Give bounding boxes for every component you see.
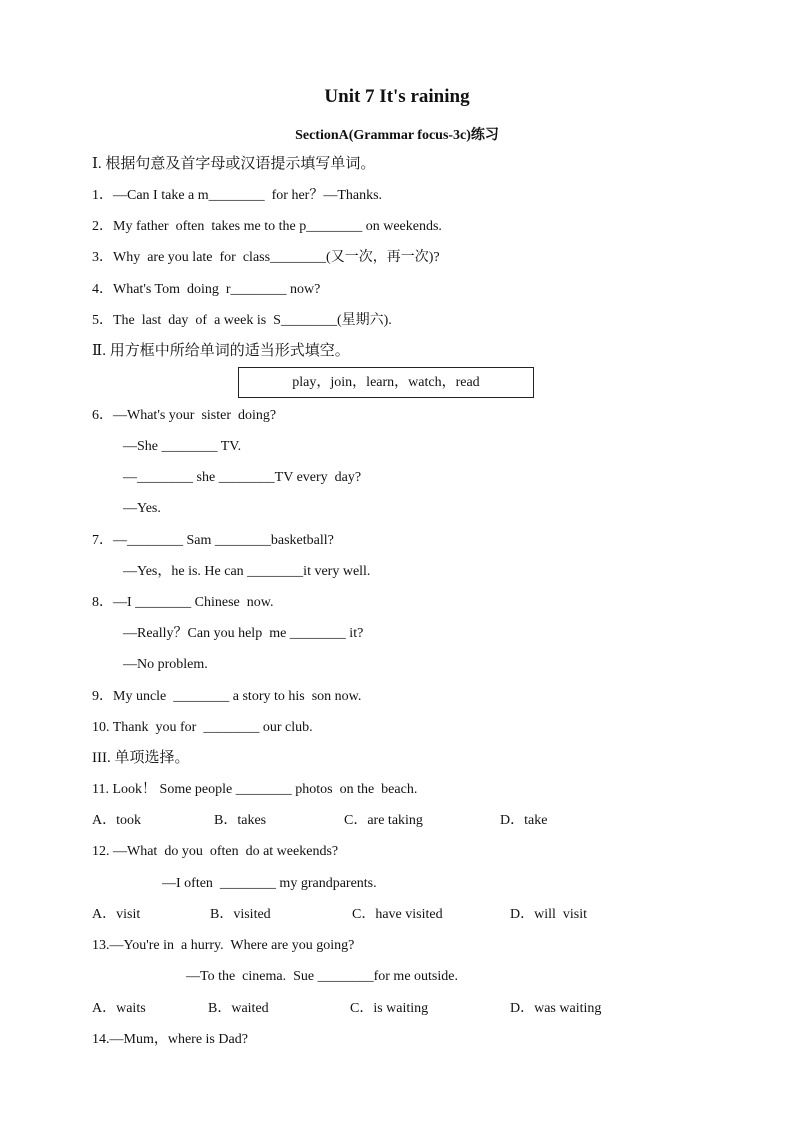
question-11: 11. Look！ Some people ________ photos on the beach. bbox=[92, 782, 418, 797]
q13-option-c: C．is waiting bbox=[350, 1001, 429, 1016]
section-3-heading: III. 单项选择。 bbox=[92, 750, 190, 766]
word-box: play，join，learn，watch，read bbox=[238, 367, 534, 398]
question-8: 8．—I ________ Chinese now. bbox=[92, 595, 274, 610]
question-9: 9．My uncle ________ a story to his son now. bbox=[92, 689, 362, 704]
section-1-heading: Ⅰ. 根据句意及首字母或汉语提示填写单词。 bbox=[92, 156, 376, 172]
question-6-line-2: —She ________ TV. bbox=[123, 439, 242, 454]
question-1: 1．—Can I take a m________ for her？—Thanks. bbox=[92, 188, 383, 203]
question-6-line-4: —Yes. bbox=[123, 501, 161, 516]
q12-option-c: C．have visited bbox=[352, 907, 443, 922]
worksheet-title: Unit 7 It's raining bbox=[324, 86, 470, 107]
q13-option-d: D．was waiting bbox=[510, 1001, 602, 1016]
q12-option-d: D．will visit bbox=[510, 907, 588, 922]
question-8-line-2: —Really？Can you help me ________ it? bbox=[123, 626, 364, 641]
q13-option-b: B．waited bbox=[208, 1001, 269, 1016]
question-6-line-3: —________ she ________TV every day? bbox=[123, 470, 362, 485]
section-2-heading: Ⅱ. 用方框中所给单词的适当形式填空。 bbox=[92, 343, 350, 359]
question-4: 4．What's Tom doing r________ now? bbox=[92, 282, 321, 297]
q12-option-a: A．visit bbox=[92, 907, 141, 922]
q11-option-d: D．take bbox=[500, 813, 548, 828]
question-2: 2．My father often takes me to the p________ on weekends. bbox=[92, 219, 442, 234]
q12-option-b: B．visited bbox=[210, 907, 271, 922]
question-12-line-2: —I often ________ my grandparents. bbox=[162, 876, 377, 891]
q11-option-c: C．are taking bbox=[344, 813, 423, 828]
question-7: 7．—________ Sam ________basketball? bbox=[92, 533, 334, 548]
q13-option-a: A．waits bbox=[92, 1001, 146, 1016]
question-13-line-2: —To the cinema. Sue ________for me outside. bbox=[186, 969, 458, 984]
question-6: 6．—What's your sister doing? bbox=[92, 408, 277, 423]
question-3: 3．Why are you late for class________(又一次，再一次)? bbox=[92, 250, 440, 265]
question-8-line-3: —No problem. bbox=[123, 657, 208, 672]
worksheet-subtitle: SectionA(Grammar focus-3c)练习 bbox=[295, 128, 499, 143]
q11-option-a: A．took bbox=[92, 813, 141, 828]
question-7-line-2: —Yes，he is. He can ________it very well. bbox=[123, 564, 371, 579]
question-14: 14.—Mum，where is Dad? bbox=[92, 1032, 248, 1047]
q11-option-b: B．takes bbox=[214, 813, 267, 828]
question-5: 5．The last day of a week is S________(星期六). bbox=[92, 313, 392, 328]
question-10: 10. Thank you for ________ our club. bbox=[92, 720, 313, 735]
question-12: 12. —What do you often do at weekends? bbox=[92, 844, 339, 859]
question-13: 13.—You're in a hurry. Where are you going? bbox=[92, 938, 355, 953]
